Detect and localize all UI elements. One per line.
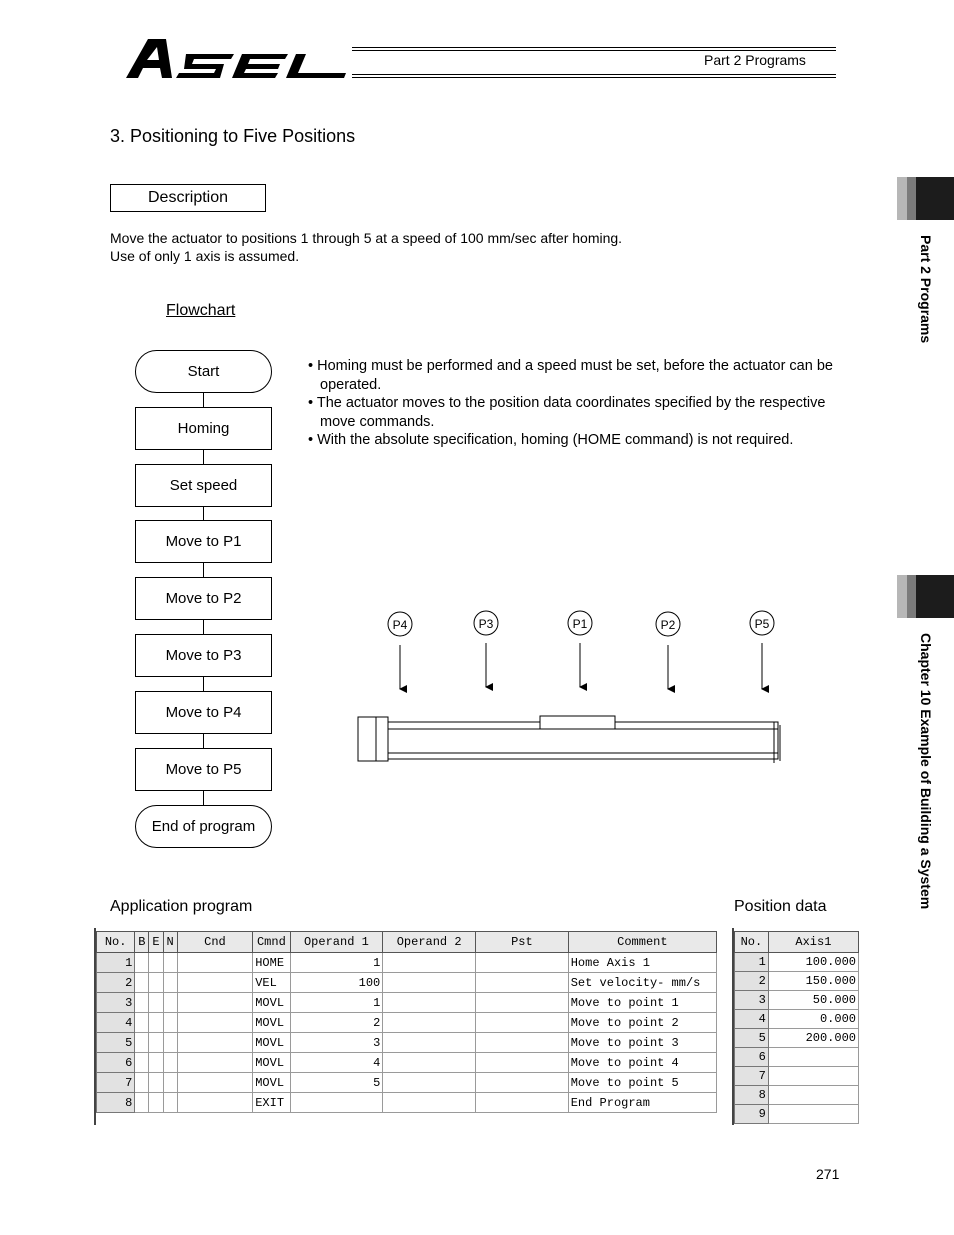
flow-step-move-p3: Move to P3 — [135, 634, 272, 677]
asel-logo — [126, 36, 354, 80]
flow-step-move-p4: Move to P4 — [135, 691, 272, 734]
table-row: 7 — [735, 1067, 859, 1086]
position-table — [734, 931, 859, 1124]
flow-step-move-p5: Move to P5 — [135, 748, 272, 791]
side-tab-chapter — [897, 575, 954, 618]
note-item: • With the absolute specification, homing (HOME command) is not required. — [308, 431, 848, 450]
col-header-no: No. — [97, 932, 135, 953]
section-title: 3. Positioning to Five Positions — [110, 126, 356, 146]
table-row: 6 — [735, 1048, 859, 1067]
col-header-cnd: Cnd — [177, 932, 253, 953]
table-row: 1 HOME 1 Home Axis 1 — [97, 953, 717, 973]
position-data-title: Position data — [734, 898, 827, 915]
col-header-no: No. — [735, 932, 769, 953]
program-header-row — [97, 932, 717, 953]
program-table — [96, 931, 717, 1113]
notes-list — [308, 357, 848, 450]
flowchart-title: Flowchart — [166, 302, 236, 319]
table-row: 7 MOVL 5 Move to point 5 — [97, 1073, 717, 1093]
col-header-operand1: Operand 1 — [290, 932, 383, 953]
note-item: • The actuator moves to the position data coordinates specified by the respective move commands. — [308, 394, 848, 431]
marker-p3 — [474, 611, 498, 687]
flow-step-set-speed: Set speed — [135, 464, 272, 507]
actuator-body — [358, 716, 780, 763]
table-row: 3 MOVL 1 Move to point 1 — [97, 993, 717, 1013]
side-tab-part — [897, 177, 954, 220]
table-row: 9 — [735, 1105, 859, 1124]
marker-p5 — [750, 611, 774, 689]
note-item: • Homing must be performed and a speed must be set, before the actuator can be operated. — [308, 357, 848, 394]
marker-p4 — [388, 612, 412, 689]
svg-text:P1: P1 — [572, 617, 588, 631]
part-label: Part 2 Programs — [704, 52, 806, 68]
col-header-comment: Comment — [568, 932, 716, 953]
table-row: 4 MOVL 2 Move to point 2 — [97, 1013, 717, 1033]
side-label-part: Part 2 Programs — [918, 235, 934, 344]
marker-p2 — [656, 612, 680, 689]
table-row: 3 50.000 — [735, 991, 859, 1010]
col-header-b: B — [135, 932, 149, 953]
svg-text:P4: P4 — [392, 618, 408, 632]
svg-text:P2: P2 — [660, 618, 676, 632]
flow-step-move-p2: Move to P2 — [135, 577, 272, 620]
position-header-row — [735, 932, 859, 953]
col-header-e: E — [149, 932, 163, 953]
col-header-n: N — [163, 932, 177, 953]
table-row: 2 150.000 — [735, 972, 859, 991]
table-row: 6 MOVL 4 Move to point 4 — [97, 1053, 717, 1073]
svg-text:P5: P5 — [754, 617, 770, 631]
app-program-title: Application program — [110, 898, 253, 915]
page-number: 271 — [816, 1166, 840, 1182]
table-row: 8 — [735, 1086, 859, 1105]
flow-step-homing: Homing — [135, 407, 272, 450]
col-header-operand2: Operand 2 — [383, 932, 476, 953]
marker-p1 — [568, 611, 592, 687]
table-row: 1 100.000 — [735, 953, 859, 972]
col-header-cmnd: Cmnd — [253, 932, 290, 953]
side-label-chapter: Chapter 10 Example of Building a System — [918, 633, 934, 910]
table-row: 5 MOVL 3 Move to point 3 — [97, 1033, 717, 1053]
svg-text:P3: P3 — [478, 617, 494, 631]
description-line-2: Use of only 1 axis is assumed. — [110, 248, 300, 264]
flow-step-end: End of program — [135, 805, 272, 848]
table-row: 5 200.000 — [735, 1029, 859, 1048]
table-row: 4 0.000 — [735, 1010, 859, 1029]
description-line-1: Move the actuator to positions 1 through 5 at a speed of 100 mm/sec after homing. — [110, 230, 623, 246]
actuator-diagram — [350, 605, 790, 770]
col-header-pst: Pst — [476, 932, 569, 953]
table-row: 2 VEL 100 Set velocity- mm/s — [97, 973, 717, 993]
table-row: 8 EXIT End Program — [97, 1093, 717, 1113]
flow-step-start: Start — [135, 350, 272, 393]
flow-step-move-p1: Move to P1 — [135, 520, 272, 563]
description-label: Description — [110, 184, 266, 212]
col-header-axis1: Axis1 — [768, 932, 858, 953]
